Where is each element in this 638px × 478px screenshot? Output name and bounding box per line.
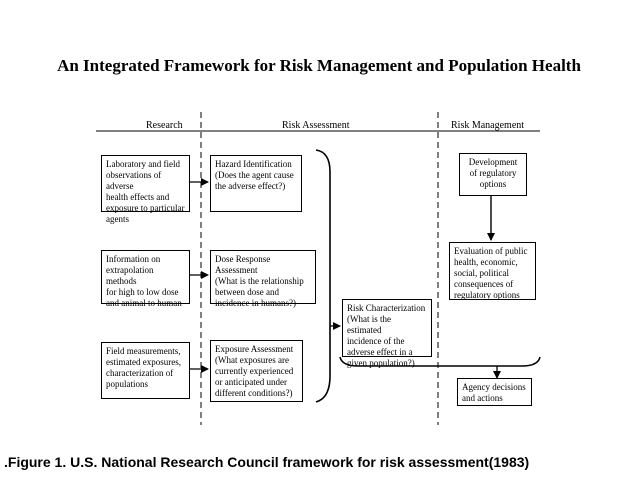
diagram-title: An Integrated Framework for Risk Management and Population Health [57,56,581,75]
box-field-measurements: Field measurements, estimated exposures, characterization of populations [101,342,190,399]
box-extrapolation-info: Information on extrapolation methods for high to low dose and animal to human [101,250,190,304]
figure-caption: .Figure 1. U.S. National Research Council framework for risk assessment(1983) [4,454,530,470]
box-development-options: Development of regulatory options [459,153,527,196]
box-risk-characterization: Risk Characterization (What is the estimated incidence of the adverse effect in a given population?) [342,299,432,357]
box-dose-response: Dose Response Assessment (What is the relationship between dose and incidence in humans?) [210,250,316,304]
box-agency-decisions: Agency decisions and actions [457,378,532,406]
column-header-research: Research [146,120,183,131]
column-header-risk-management: Risk Management [451,120,525,131]
box-lab-observations: Laboratory and field observations of adverse health effects and exposure to particular agents [101,155,190,212]
assessment-brace [316,150,330,402]
column-header-risk-assessment: Risk Assessment [282,120,350,131]
box-evaluation-consequences: Evaluation of public health, economic, social, political consequences of regulatory options [449,242,536,300]
box-hazard-identification: Hazard Identification (Does the agent cause the adverse effect?) [210,155,302,212]
box-exposure-assessment: Exposure Assessment (What exposures are currently experienced or anticipated under different conditions?) [210,340,303,402]
